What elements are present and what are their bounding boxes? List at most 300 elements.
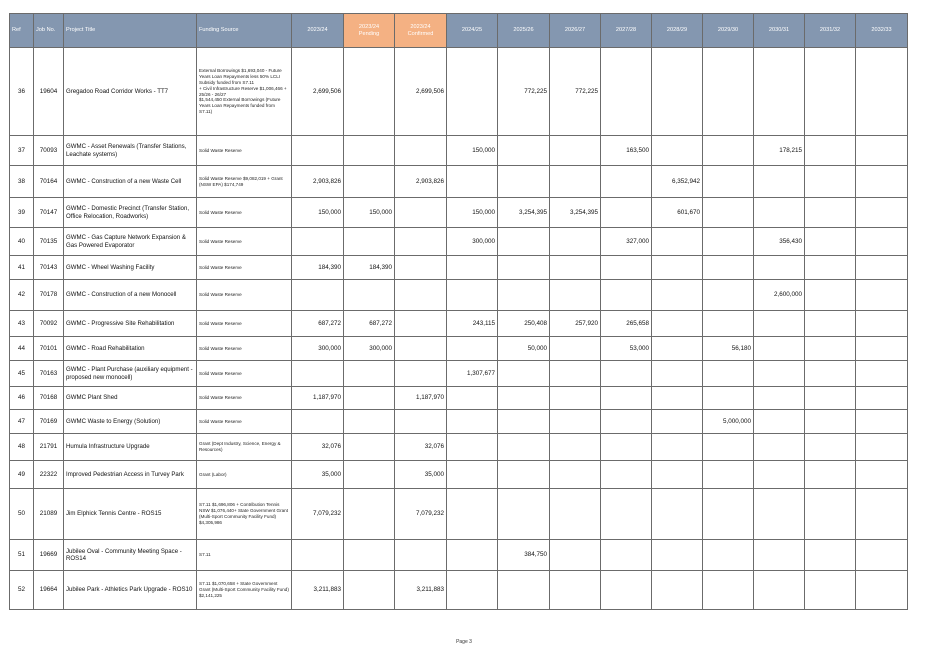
amount-cell [344, 48, 395, 136]
amount-cell: 2,903,826 [395, 166, 447, 198]
amount-cell [601, 198, 652, 228]
amount-cell: 772,225 [550, 48, 601, 136]
ref-cell: 38 [10, 166, 34, 198]
ref-cell: 43 [10, 311, 34, 337]
amount-cell [498, 361, 550, 387]
amount-cell [498, 136, 550, 166]
amount-cell [447, 571, 498, 610]
job-number-cell: 22322 [34, 461, 64, 489]
amount-cell [856, 280, 908, 311]
amount-cell: 150,000 [447, 136, 498, 166]
amount-cell: 265,658 [601, 311, 652, 337]
ref-cell: 44 [10, 337, 34, 361]
amount-cell [754, 571, 805, 610]
table-row [10, 337, 908, 361]
amount-cell [754, 48, 805, 136]
funding-source-cell: Grant (Dept Industry, Science, Energy & Resources) [197, 434, 292, 461]
amount-cell: 300,000 [447, 228, 498, 256]
amount-cell [447, 434, 498, 461]
amount-cell [703, 387, 754, 410]
header-row [10, 14, 908, 48]
amount-cell [550, 166, 601, 198]
table-row [10, 48, 908, 136]
amount-cell [754, 410, 805, 434]
amount-cell [754, 434, 805, 461]
amount-cell: 1,187,970 [292, 387, 344, 410]
amount-cell: 3,211,883 [292, 571, 344, 610]
amount-cell [805, 489, 856, 540]
job-number-cell: 70101 [34, 337, 64, 361]
table-row [10, 256, 908, 280]
amount-cell: 243,115 [447, 311, 498, 337]
amount-cell [652, 571, 703, 610]
amount-cell [703, 461, 754, 489]
amount-cell [550, 136, 601, 166]
project-title-cell: Jubilee Park - Athletics Park Upgrade - ROS10 [64, 571, 197, 610]
amount-cell [601, 280, 652, 311]
column-header: 2029/30 [703, 14, 754, 48]
project-title-cell: GWMC - Plant Purchase (auxiliary equipment - proposed new monocell) [64, 361, 197, 387]
ref-cell: 40 [10, 228, 34, 256]
amount-cell: 2,699,506 [292, 48, 344, 136]
amount-cell [498, 166, 550, 198]
amount-cell [652, 337, 703, 361]
amount-cell [395, 136, 447, 166]
amount-cell [856, 387, 908, 410]
table-row [10, 387, 908, 410]
amount-cell [498, 387, 550, 410]
amount-cell [292, 361, 344, 387]
job-number-cell: 70169 [34, 410, 64, 434]
column-header: 2025/26 [498, 14, 550, 48]
amount-cell [601, 387, 652, 410]
ref-cell: 45 [10, 361, 34, 387]
amount-cell: 772,225 [498, 48, 550, 136]
amount-cell [344, 434, 395, 461]
amount-cell [447, 280, 498, 311]
ref-cell: 47 [10, 410, 34, 434]
amount-cell: 163,500 [601, 136, 652, 166]
job-number-cell: 70093 [34, 136, 64, 166]
amount-cell [344, 280, 395, 311]
amount-cell [856, 571, 908, 610]
project-title-cell: GWMC Plant Shed [64, 387, 197, 410]
funding-source-cell: Solid Waste Reserve [197, 280, 292, 311]
amount-cell [805, 410, 856, 434]
amount-cell [498, 280, 550, 311]
amount-cell [703, 434, 754, 461]
amount-cell [292, 228, 344, 256]
amount-cell [601, 410, 652, 434]
amount-cell [447, 540, 498, 571]
project-title-cell: GWMC - Construction of a new Monocell [64, 280, 197, 311]
amount-cell [344, 228, 395, 256]
amount-cell [447, 337, 498, 361]
amount-cell [601, 166, 652, 198]
amount-cell [652, 136, 703, 166]
amount-cell [856, 540, 908, 571]
table-row [10, 410, 908, 434]
job-number-cell: 21089 [34, 489, 64, 540]
amount-cell [292, 410, 344, 434]
amount-cell: 687,272 [292, 311, 344, 337]
amount-cell [856, 136, 908, 166]
amount-cell [703, 489, 754, 540]
amount-cell [856, 198, 908, 228]
amount-cell: 3,211,883 [395, 571, 447, 610]
amount-cell [856, 337, 908, 361]
amount-cell [601, 48, 652, 136]
table-row [10, 198, 908, 228]
amount-cell [703, 361, 754, 387]
column-header: 2023/24 Confirmed [395, 14, 447, 48]
project-title-cell: GWMC - Wheel Washing Facility [64, 256, 197, 280]
column-header: 2023/24 [292, 14, 344, 48]
project-title-cell: Gregadoo Road Corridor Works - TT7 [64, 48, 197, 136]
amount-cell [344, 489, 395, 540]
table-row [10, 461, 908, 489]
ref-cell: 36 [10, 48, 34, 136]
job-number-cell: 70168 [34, 387, 64, 410]
amount-cell: 327,000 [601, 228, 652, 256]
amount-cell [447, 410, 498, 434]
amount-cell: 184,390 [292, 256, 344, 280]
amount-cell [754, 311, 805, 337]
funding-source-cell: Solid Waste Reserve [197, 228, 292, 256]
table-row [10, 166, 908, 198]
amount-cell [292, 540, 344, 571]
funding-source-cell: Solid Waste Reserve $9,082,019 + Grant (NSW EPA) $174,749 [197, 166, 292, 198]
amount-cell [856, 311, 908, 337]
amount-cell [550, 434, 601, 461]
project-title-cell: GWMC - Progressive Site Rehabilitation [64, 311, 197, 337]
amount-cell [703, 256, 754, 280]
amount-cell [805, 256, 856, 280]
amount-cell [754, 387, 805, 410]
amount-cell [395, 410, 447, 434]
amount-cell [344, 461, 395, 489]
amount-cell [805, 228, 856, 256]
amount-cell [344, 387, 395, 410]
amount-cell [550, 387, 601, 410]
amount-cell [754, 461, 805, 489]
column-header: 2024/25 [447, 14, 498, 48]
job-number-cell: 70178 [34, 280, 64, 311]
amount-cell: 601,670 [652, 198, 703, 228]
amount-cell [550, 571, 601, 610]
amount-cell: 3,254,395 [550, 198, 601, 228]
amount-cell [856, 410, 908, 434]
amount-cell [856, 256, 908, 280]
amount-cell [652, 461, 703, 489]
job-number-cell: 70163 [34, 361, 64, 387]
column-header: 2027/28 [601, 14, 652, 48]
project-title-cell: GWMC - Gas Capture Network Expansion & Gas Powered Evaporator [64, 228, 197, 256]
ref-cell: 46 [10, 387, 34, 410]
amount-cell [754, 540, 805, 571]
project-title-cell: GWMC Waste to Energy (Solution) [64, 410, 197, 434]
amount-cell [447, 387, 498, 410]
amount-cell [652, 256, 703, 280]
amount-cell [447, 48, 498, 136]
amount-cell: 56,180 [703, 337, 754, 361]
job-number-cell: 70135 [34, 228, 64, 256]
amount-cell [601, 434, 652, 461]
amount-cell [805, 337, 856, 361]
amount-cell [703, 198, 754, 228]
amount-cell [344, 361, 395, 387]
project-title-cell: Improved Pedestrian Access in Turvey Park [64, 461, 197, 489]
amount-cell [703, 228, 754, 256]
amount-cell [447, 256, 498, 280]
amount-cell [652, 280, 703, 311]
table-row [10, 489, 908, 540]
amount-cell [292, 136, 344, 166]
amount-cell [550, 280, 601, 311]
amount-cell [805, 540, 856, 571]
amount-cell [550, 337, 601, 361]
project-title-cell: Jim Elphick Tennis Centre - ROS15 [64, 489, 197, 540]
amount-cell [447, 166, 498, 198]
amount-cell [395, 280, 447, 311]
table-row [10, 280, 908, 311]
amount-cell [805, 571, 856, 610]
amount-cell [703, 540, 754, 571]
column-header: 2032/33 [856, 14, 908, 48]
amount-cell [550, 540, 601, 571]
amount-cell [601, 540, 652, 571]
job-number-cell: 21791 [34, 434, 64, 461]
amount-cell [550, 461, 601, 489]
amount-cell [498, 256, 550, 280]
amount-cell [498, 228, 550, 256]
amount-cell [498, 410, 550, 434]
table-row [10, 540, 908, 571]
amount-cell [652, 361, 703, 387]
amount-cell [395, 311, 447, 337]
amount-cell [754, 337, 805, 361]
amount-cell [550, 256, 601, 280]
amount-cell [601, 361, 652, 387]
amount-cell: 1,187,970 [395, 387, 447, 410]
ref-cell: 49 [10, 461, 34, 489]
amount-cell [805, 461, 856, 489]
amount-cell [292, 280, 344, 311]
funding-source-cell: S7.11 $1,696,806 + Contribution Tennis NSW $1,076,440+ State Government Grant (Multi-Sport Community Facility Fund) $4,305,986 [197, 489, 292, 540]
amount-cell [550, 228, 601, 256]
amount-cell [395, 540, 447, 571]
amount-cell: 150,000 [344, 198, 395, 228]
amount-cell [550, 410, 601, 434]
amount-cell: 257,920 [550, 311, 601, 337]
amount-cell [601, 489, 652, 540]
amount-cell [601, 461, 652, 489]
amount-cell [703, 136, 754, 166]
amount-cell: 150,000 [447, 198, 498, 228]
amount-cell [601, 571, 652, 610]
column-header: Project Title [64, 14, 197, 48]
table-row [10, 361, 908, 387]
funding-source-cell: Solid Waste Reserve [197, 198, 292, 228]
amount-cell: 300,000 [344, 337, 395, 361]
amount-cell [498, 489, 550, 540]
amount-cell [395, 228, 447, 256]
table-row [10, 311, 908, 337]
amount-cell [754, 166, 805, 198]
amount-cell: 2,903,826 [292, 166, 344, 198]
ref-cell: 42 [10, 280, 34, 311]
amount-cell: 150,000 [292, 198, 344, 228]
table-row [10, 228, 908, 256]
amount-cell [344, 410, 395, 434]
ref-cell: 51 [10, 540, 34, 571]
amount-cell [805, 166, 856, 198]
project-title-cell: Humula Infrastructure Upgrade [64, 434, 197, 461]
amount-cell [344, 166, 395, 198]
column-header: 2026/27 [550, 14, 601, 48]
column-header: 2030/31 [754, 14, 805, 48]
capital-works-table [9, 13, 908, 610]
amount-cell [395, 361, 447, 387]
amount-cell: 5,000,000 [703, 410, 754, 434]
column-header: Ref [10, 14, 34, 48]
amount-cell: 35,000 [292, 461, 344, 489]
column-header: Funding Source [197, 14, 292, 48]
amount-cell [601, 256, 652, 280]
ref-cell: 50 [10, 489, 34, 540]
amount-cell [703, 280, 754, 311]
amount-cell [856, 228, 908, 256]
column-header: Job No. [34, 14, 64, 48]
job-number-cell: 19604 [34, 48, 64, 136]
amount-cell: 32,076 [395, 434, 447, 461]
amount-cell [754, 361, 805, 387]
funding-source-cell: External Borrowings $1,693,040 - Future Years Loan Repayments less 50% LCLI Subsidy funded from S7.11 + Civil Infrastructure Reserve $1,006,466 + 25/26 - 26/27 $1,544,450 External Borrowings (Future Years Loan Repayments funded from S7.11) [197, 48, 292, 136]
amount-cell [856, 48, 908, 136]
amount-cell [805, 387, 856, 410]
amount-cell [805, 311, 856, 337]
ref-cell: 41 [10, 256, 34, 280]
amount-cell: 3,254,395 [498, 198, 550, 228]
amount-cell [652, 387, 703, 410]
ref-cell: 48 [10, 434, 34, 461]
project-title-cell: Jubilee Oval - Community Meeting Space - ROS14 [64, 540, 197, 571]
amount-cell [856, 166, 908, 198]
funding-source-cell: S7.11 [197, 540, 292, 571]
amount-cell [703, 311, 754, 337]
amount-cell: 32,076 [292, 434, 344, 461]
amount-cell [498, 434, 550, 461]
funding-source-cell: Solid Waste Reserve [197, 256, 292, 280]
amount-cell [805, 361, 856, 387]
table-row [10, 434, 908, 461]
amount-cell: 687,272 [344, 311, 395, 337]
amount-cell [652, 228, 703, 256]
amount-cell: 178,215 [754, 136, 805, 166]
project-title-cell: GWMC - Asset Renewals (Transfer Stations, Leachate systems) [64, 136, 197, 166]
table-row [10, 571, 908, 610]
amount-cell [344, 540, 395, 571]
amount-cell [754, 256, 805, 280]
amount-cell [805, 48, 856, 136]
job-number-cell: 70092 [34, 311, 64, 337]
amount-cell [395, 198, 447, 228]
amount-cell [447, 489, 498, 540]
column-header: 2023/24 Pending [344, 14, 395, 48]
amount-cell: 384,750 [498, 540, 550, 571]
amount-cell [550, 489, 601, 540]
funding-source-cell: Solid Waste Reserve [197, 410, 292, 434]
project-title-cell: GWMC - Construction of a new Waste Cell [64, 166, 197, 198]
amount-cell [344, 571, 395, 610]
amount-cell [703, 571, 754, 610]
funding-source-cell: Solid Waste Reserve [197, 361, 292, 387]
amount-cell [856, 489, 908, 540]
job-number-cell: 19669 [34, 540, 64, 571]
amount-cell [805, 434, 856, 461]
amount-cell: 35,000 [395, 461, 447, 489]
amount-cell [652, 48, 703, 136]
amount-cell [805, 280, 856, 311]
amount-cell: 53,000 [601, 337, 652, 361]
project-title-cell: GWMC - Road Rehabilitation [64, 337, 197, 361]
amount-cell: 2,699,506 [395, 48, 447, 136]
page-number: Page 3 [456, 639, 472, 645]
amount-cell [652, 489, 703, 540]
project-title-cell: GWMC - Domestic Precinct (Transfer Station, Office Relocation, Roadworks) [64, 198, 197, 228]
funding-source-cell: Solid Waste Reserve [197, 311, 292, 337]
funding-source-cell: S7.11 $1,070,658 + State Government Grant (Multi-Sport Community Facility Fund) $2,141,225 [197, 571, 292, 610]
amount-cell [805, 136, 856, 166]
amount-cell [754, 489, 805, 540]
amount-cell [550, 361, 601, 387]
column-header: 2031/32 [805, 14, 856, 48]
amount-cell [652, 410, 703, 434]
amount-cell [498, 461, 550, 489]
amount-cell: 250,408 [498, 311, 550, 337]
column-header: 2028/29 [652, 14, 703, 48]
amount-cell [754, 198, 805, 228]
amount-cell [498, 571, 550, 610]
ref-cell: 52 [10, 571, 34, 610]
amount-cell [395, 256, 447, 280]
amount-cell [344, 136, 395, 166]
amount-cell [652, 311, 703, 337]
table-row [10, 136, 908, 166]
amount-cell: 184,390 [344, 256, 395, 280]
ref-cell: 39 [10, 198, 34, 228]
funding-source-cell: Solid Waste Reserve [197, 387, 292, 410]
amount-cell [805, 198, 856, 228]
funding-source-cell: Grant (Labor) [197, 461, 292, 489]
funding-source-cell: Solid Waste Reserve [197, 136, 292, 166]
amount-cell [856, 461, 908, 489]
amount-cell [856, 434, 908, 461]
amount-cell: 50,000 [498, 337, 550, 361]
amount-cell: 1,307,677 [447, 361, 498, 387]
amount-cell: 300,000 [292, 337, 344, 361]
job-number-cell: 70143 [34, 256, 64, 280]
amount-cell [856, 361, 908, 387]
amount-cell [395, 337, 447, 361]
funding-source-cell: Solid Waste Reserve [197, 337, 292, 361]
amount-cell [447, 461, 498, 489]
job-number-cell: 19664 [34, 571, 64, 610]
job-number-cell: 70147 [34, 198, 64, 228]
job-number-cell: 70164 [34, 166, 64, 198]
amount-cell: 2,600,000 [754, 280, 805, 311]
amount-cell [652, 540, 703, 571]
